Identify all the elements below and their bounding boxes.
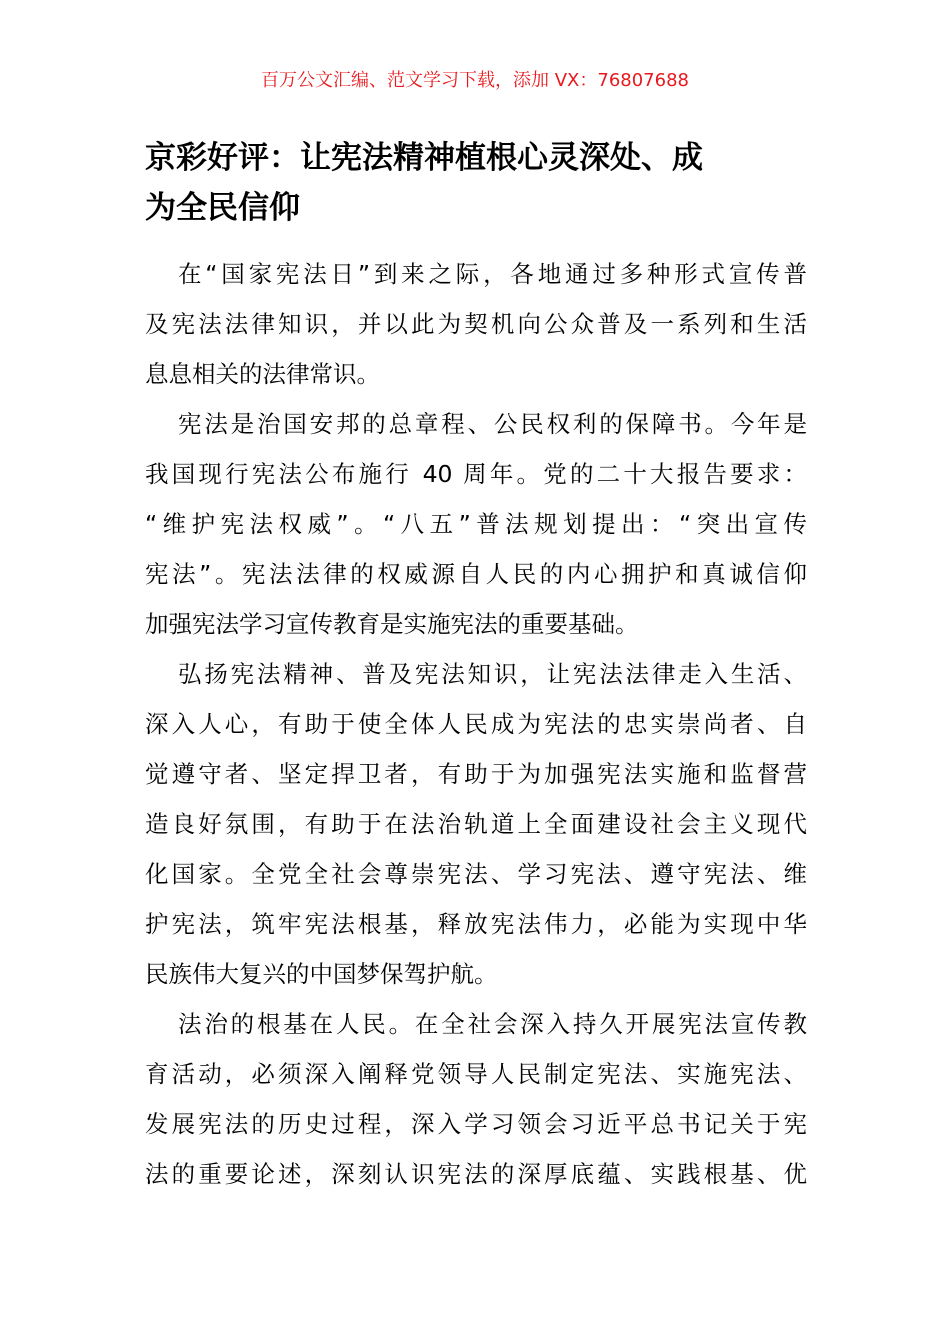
paragraph-line: 育活动，必须深入阐释党领导人民制定宪法、实施宪法、 [145,1060,807,1088]
paragraph-line: 觉遵守者、坚定捍卫者，有助于为加强宪法实施和监督营 [145,760,807,788]
paragraph-line: 弘扬宪法精神、普及宪法知识，让宪法法律走入生活、 [178,660,807,688]
paragraph-line: 深入人心，有助于使全体人民成为宪法的忠实崇尚者、自 [145,710,807,738]
paragraph-line: 法治的根基在人民。在全社会深入持久开展宪法宣传教 [178,1010,807,1038]
title-line: 为全民信仰 [145,190,300,226]
paragraph [145,399,807,649]
watermark-header: 百万公文汇编、范文学习下载，添加 VX：76807688 [261,70,689,91]
paragraph-line: “维护宪法权威”。“八五”普法规划提出：“突出宣传 [145,510,807,538]
paragraph-line: 法的重要论述，深刻认识宪法的深厚底蕴、实践根基、优 [145,1160,807,1188]
paragraph-line: 宪法”。宪法法律的权威源自人民的内心拥护和真诚信仰 [145,560,807,588]
paragraph-line: 护宪法，筑牢宪法根基，释放宪法伟力，必能为实现中华 [145,910,807,938]
paragraph-line: 造良好氛围，有助于在法治轨道上全面建设社会主义现代 [145,810,807,838]
paragraph-line: 发展宪法的历史过程，深入学习领会习近平总书记关于宪 [145,1110,807,1138]
paragraph [145,649,807,999]
article-title [145,133,805,233]
paragraph-line: 息息相关的法律常识。 [145,360,380,388]
paragraph-line: 民族伟大复兴的中国梦保驾护航。 [145,960,498,988]
paragraph-line: 及宪法法律知识，并以此为契机向公众普及一系列和生活 [145,310,807,338]
paragraph-line: 我国现行宪法公布施行 40 周年。党的二十大报告要求： [145,460,807,488]
title-line: 京彩好评：让宪法精神植根心灵深处、成 [145,140,703,176]
paragraph-line: 宪法是治国安邦的总章程、公民权利的保障书。今年是 [178,410,807,438]
paragraph-line: 化国家。全党全社会尊崇宪法、学习宪法、遵守宪法、维 [145,860,807,888]
article-body [145,249,807,1199]
paragraph [145,999,807,1199]
paragraph-line: 在“国家宪法日”到来之际，各地通过多种形式宣传普 [178,260,807,288]
paragraph-line: 加强宪法学习宣传教育是实施宪法的重要基础。 [145,610,639,638]
paragraph [145,249,807,399]
